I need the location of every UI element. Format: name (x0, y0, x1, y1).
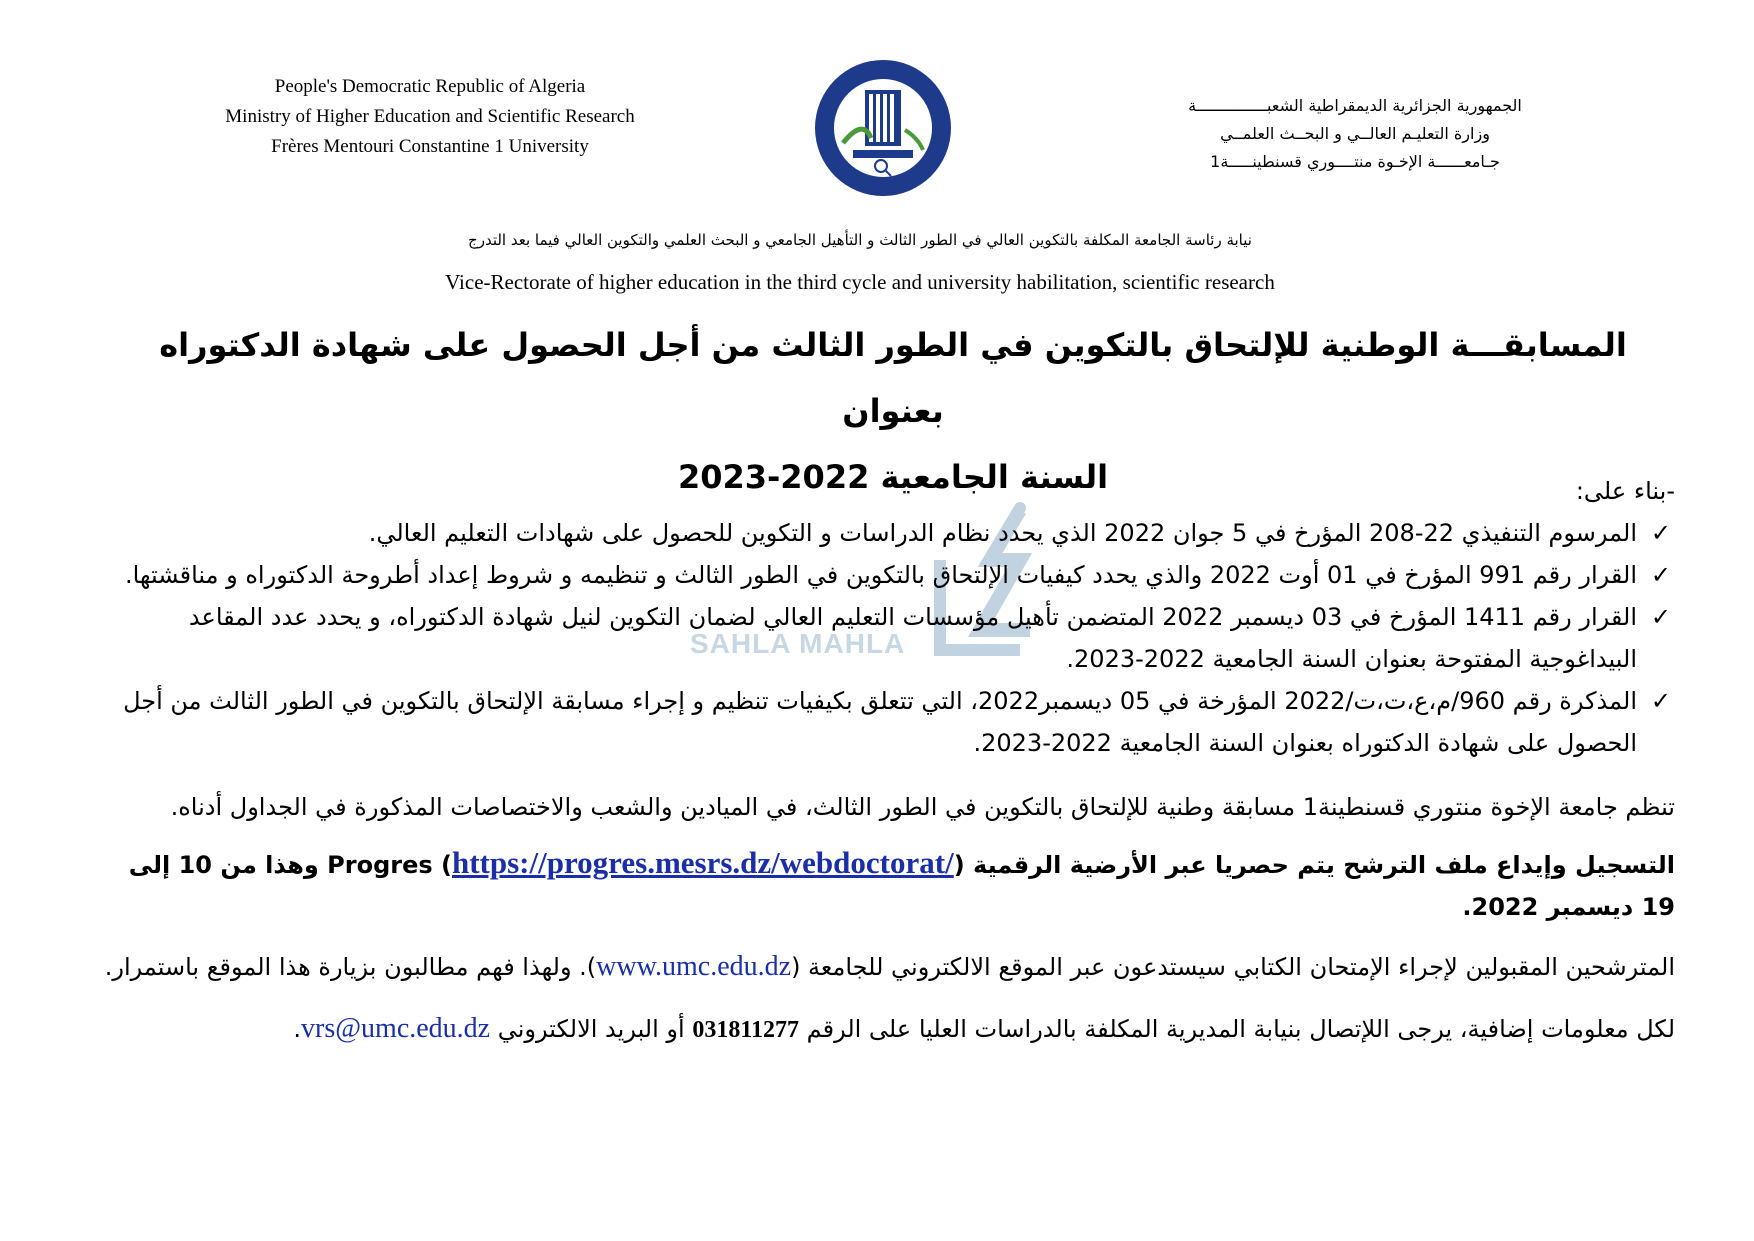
header-ar-university: جـامعــــــة الإخـوة منتــــوري قسنطينـــــة1 (1210, 152, 1500, 171)
candidates-text-start: المترشحين المقبولين لإجراء الإمتحان الكتابي سيستدعون عبر الموقع الالكتروني للجامعة ( (791, 953, 1675, 981)
check-icon: ✓ (1650, 519, 1671, 547)
document-body (90, 470, 1675, 1051)
progres-link[interactable]: https://progres.mesrs.dz/webdoctorat/ (451, 845, 954, 880)
list-item-text: المذكرة رقم 960/م،ع،ت،ت/2022 المؤرخة في 05 ديسمبر2022، التي تتعلق بكيفيات تنظيم و إجراء مسابقة الإلتحاق بالتكوين في الطور الثالث من أجل الحصول على شهادة الدكتوراه بعنوان السنة الجامعية 2022-2023. (123, 687, 1637, 757)
contact-paragraph (90, 1008, 1675, 1051)
vice-rectorate-arabic: نيابة رئاسة الجامعة المكلفة بالتكوين العالي في الطور الثالث و التأهيل الجامعي و البحث العلمي والتكوين العالي فيما بعد التدرج (468, 231, 1252, 249)
registration-text-start: التسجيل وإيداع ملف الترشح يتم حصريا عبر الأرضية الرقمية Progres ( (327, 851, 1675, 879)
header-english (150, 72, 710, 162)
university-website[interactable]: www.umc.edu.dz (596, 951, 792, 982)
header-ar-ministry: وزارة التعليـم العالــي و البحــث العلمــي (1220, 124, 1490, 143)
registration-paragraph (90, 842, 1675, 928)
list-item (90, 554, 1675, 596)
list-item-text: المرسوم التنفيذي 22-208 المؤرخ في 5 جوان 2022 الذي يحدد نظام الدراسات و التكوين للحصول على شهادات التعليم العالي. (368, 519, 1637, 547)
check-icon: ✓ (1650, 561, 1671, 589)
header-ar-country: الجمهورية الجزائرية الديمقراطية الشعبـــــــــــــــة (1188, 96, 1522, 115)
title-line-2: السنة الجامعية 2022-2023 (677, 458, 1109, 496)
candidates-text-end: ). ولهذا فهم مطالبون بزيارة هذا الموقع باستمرار. (104, 953, 597, 981)
university-logo (813, 58, 953, 198)
title-line-1: المسابقـــة الوطنية للإلتحاق بالتكوين في الطور الثالث من أجل الحصول على شهادة الدكتوراه بعنوان (159, 326, 1627, 430)
contact-text-start: لكل معلومات إضافية، يرجى اللإتصال بنيابة المديرية المكلفة بالدراسات العليا على الرقم (799, 1015, 1675, 1043)
header-arabic (1125, 92, 1585, 176)
list-item (90, 596, 1675, 680)
organization-paragraph: تنظم جامعة الإخوة منتوري قسنطينة1 مسابقة وطنية للإلتحاق بالتكوين في الطور الثالث، في الميادين والشعب والاختصاصات المذكورة في الجداول أدناه. (170, 793, 1675, 821)
header-en-university: Frères Mentouri Constantine 1 University (271, 136, 589, 157)
contact-text-mid: أو البريد الالكتروني (490, 1015, 693, 1043)
list-item-text: القرار رقم 991 المؤرخ في 01 أوت 2022 والذي يحدد كيفيات الإلتحاق بالتكوين في الطور الثالث و تنظيمه و شروط إعداد أطروحة الدكتوراه و مناقشتها. (124, 561, 1637, 589)
check-icon: ✓ (1650, 603, 1671, 631)
header-en-ministry: Ministry of Higher Education and Scientific Research (225, 106, 635, 127)
contact-email[interactable]: vrs@umc.edu.dz (301, 1013, 491, 1044)
vice-rectorate-english: Vice-Rectorate of higher education in the third cycle and university habilitation, scientific research (445, 270, 1275, 294)
list-item (90, 680, 1675, 764)
candidates-paragraph (90, 946, 1675, 988)
watermark-text: SAHLA MAHLA (690, 628, 906, 659)
check-icon: ✓ (1650, 687, 1671, 715)
registration-text-end: ) وهذا من 10 إلى 19 ديسمبر 2022. (128, 851, 1675, 921)
contact-text-end: . (293, 1015, 302, 1043)
legal-basis-list (90, 512, 1675, 764)
list-item (90, 512, 1675, 554)
list-item-text: القرار رقم 1411 المؤرخ في 03 ديسمبر 2022 المتضمن تأهيل مؤسسات التعليم العالي لضمان التكوين لنيل شهادة الدكتوراه، و يحدد عدد المقاعد البيداغوجية المفتوحة بعنوان السنة الجامعية 2022-2023. (188, 603, 1637, 673)
header-en-country: People's Democratic Republic of Algeria (274, 76, 586, 97)
contact-phone: 031811277 (692, 1017, 799, 1043)
preamble-lead: -بناء على: (1575, 477, 1675, 505)
